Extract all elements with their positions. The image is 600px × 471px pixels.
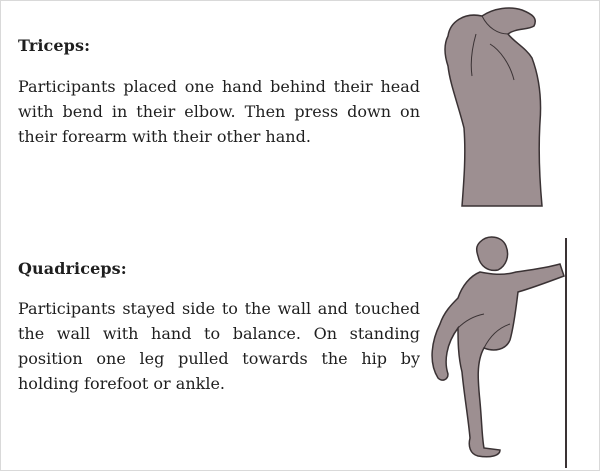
quad-figure-head: [477, 237, 508, 270]
quadriceps-description: Participants stayed side to the wall and touched the wall with hand to balance. On standing position one leg pulled towards the hip by holding forefoot or ankle.: [18, 299, 420, 393]
triceps-stretch-illustration: [430, 4, 550, 210]
triceps-figure-body: [445, 8, 542, 206]
quadriceps-heading: Quadriceps:: [18, 259, 127, 278]
triceps-heading: Triceps:: [18, 36, 91, 55]
quad-figure-body: [432, 264, 564, 457]
quadriceps-stretch-illustration: [418, 232, 580, 468]
triceps-description: Participants placed one hand behind their head with bend in their elbow. Then press down on their forearm with their other hand.: [18, 77, 420, 146]
